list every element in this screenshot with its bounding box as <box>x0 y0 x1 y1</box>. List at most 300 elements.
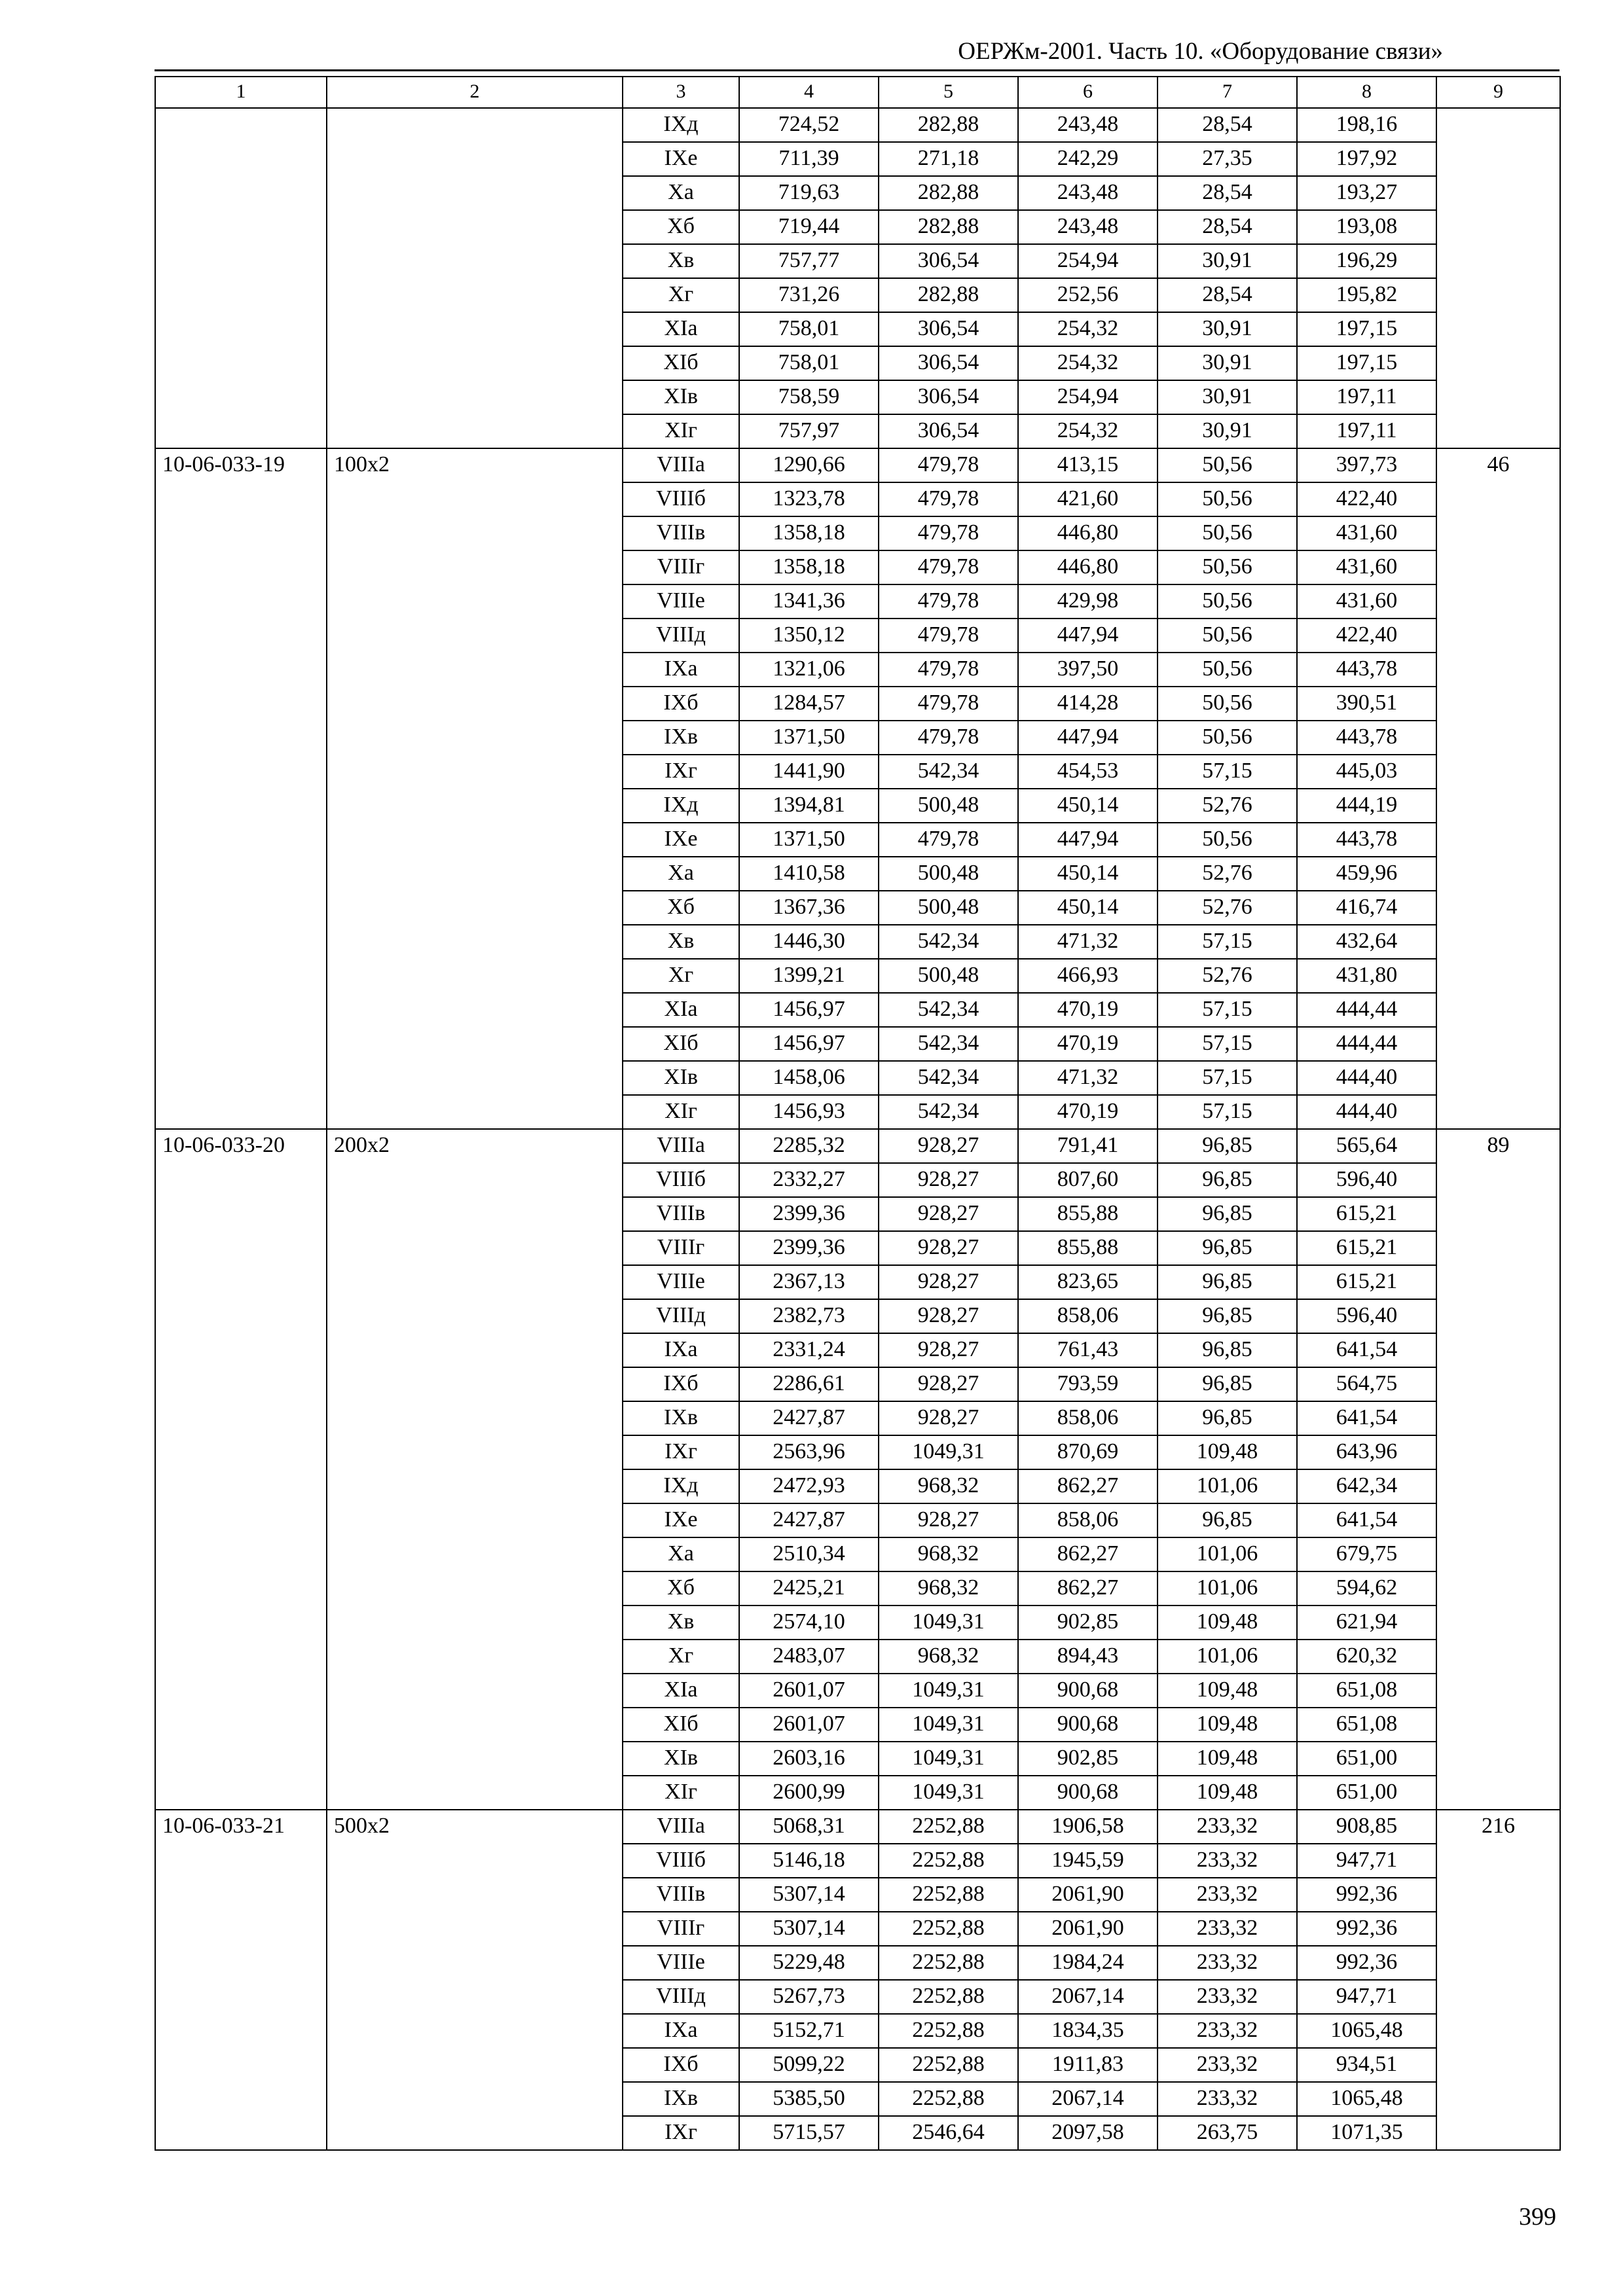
value-cell: 934,51 <box>1297 2048 1436 2082</box>
value-cell: 2097,58 <box>1018 2116 1158 2150</box>
zone-cell: Xб <box>623 891 739 925</box>
value-cell: 679,75 <box>1297 1537 1436 1571</box>
value-cell: 50,56 <box>1158 516 1297 550</box>
column-number: 1 <box>155 77 327 108</box>
value-cell: 711,39 <box>739 142 879 176</box>
value-cell: 992,36 <box>1297 1878 1436 1912</box>
value-cell: 5715,57 <box>739 2116 879 2150</box>
value-cell: 454,53 <box>1018 755 1158 789</box>
value-cell: 57,15 <box>1158 755 1297 789</box>
value-cell: 928,27 <box>879 1129 1018 1163</box>
value-cell: 1049,31 <box>879 1674 1018 1708</box>
value-cell: 445,03 <box>1297 755 1436 789</box>
value-cell: 928,27 <box>879 1333 1018 1367</box>
value-cell: 1945,59 <box>1018 1844 1158 1878</box>
zone-cell: Xб <box>623 210 739 244</box>
value-cell: 282,88 <box>879 210 1018 244</box>
value-cell: 641,54 <box>1297 1401 1436 1435</box>
value-cell: 254,94 <box>1018 380 1158 414</box>
value-cell: 1456,97 <box>739 1027 879 1061</box>
value-cell: 109,48 <box>1158 1708 1297 1742</box>
value-cell: 858,06 <box>1018 1299 1158 1333</box>
table-row <box>155 1810 1560 1844</box>
value-cell: 1984,24 <box>1018 1946 1158 1980</box>
value-cell: 615,21 <box>1297 1265 1436 1299</box>
value-cell: 1049,31 <box>879 1605 1018 1640</box>
value-cell: 855,88 <box>1018 1231 1158 1265</box>
zone-cell: VIIIа <box>623 448 739 482</box>
value-cell: 96,85 <box>1158 1163 1297 1197</box>
value-cell: 52,76 <box>1158 959 1297 993</box>
value-cell: 928,27 <box>879 1299 1018 1333</box>
zone-cell: XIв <box>623 1742 739 1776</box>
value-cell: 2399,36 <box>739 1197 879 1231</box>
size-cell: 100x2 <box>327 448 623 1129</box>
value-cell: 1456,97 <box>739 993 879 1027</box>
value-cell: 968,32 <box>879 1469 1018 1503</box>
value-cell: 902,85 <box>1018 1742 1158 1776</box>
column-number-row <box>155 77 1560 108</box>
zone-cell: XIв <box>623 1061 739 1095</box>
value-cell: 2425,21 <box>739 1571 879 1605</box>
zone-cell: IXд <box>623 108 739 142</box>
column-number: 7 <box>1158 77 1297 108</box>
value-cell: 479,78 <box>879 653 1018 687</box>
value-cell: 96,85 <box>1158 1401 1297 1435</box>
rate-code-cell: 10-06-033-19 <box>155 448 327 1129</box>
rate-code-cell <box>155 108 327 448</box>
value-cell: 641,54 <box>1297 1333 1436 1367</box>
value-cell: 431,60 <box>1297 516 1436 550</box>
zone-cell: VIIIб <box>623 1844 739 1878</box>
value-cell: 28,54 <box>1158 210 1297 244</box>
value-cell: 2061,90 <box>1018 1912 1158 1946</box>
rate-code-cell: 10-06-033-21 <box>155 1810 327 2150</box>
value-cell: 565,64 <box>1297 1129 1436 1163</box>
size-cell <box>327 108 623 448</box>
value-cell: 2601,07 <box>739 1674 879 1708</box>
value-cell: 470,19 <box>1018 993 1158 1027</box>
value-cell: 233,32 <box>1158 2048 1297 2082</box>
value-cell: 2601,07 <box>739 1708 879 1742</box>
rate-code-cell: 10-06-033-20 <box>155 1129 327 1810</box>
zone-cell: IXб <box>623 1367 739 1401</box>
value-cell: 928,27 <box>879 1503 1018 1537</box>
zone-cell: Xг <box>623 1640 739 1674</box>
value-cell: 2574,10 <box>739 1605 879 1640</box>
zone-cell: IXв <box>623 2082 739 2116</box>
value-cell: 651,08 <box>1297 1674 1436 1708</box>
value-cell: 992,36 <box>1297 1946 1436 1980</box>
value-cell: 2285,32 <box>739 1129 879 1163</box>
zone-cell: XIб <box>623 346 739 380</box>
value-cell: 757,97 <box>739 414 879 448</box>
value-cell: 450,14 <box>1018 891 1158 925</box>
zone-cell: Xв <box>623 1605 739 1640</box>
value-cell: 1458,06 <box>739 1061 879 1095</box>
value-cell: 900,68 <box>1018 1708 1158 1742</box>
value-cell: 254,32 <box>1018 312 1158 346</box>
value-cell: 52,76 <box>1158 789 1297 823</box>
value-cell: 197,15 <box>1297 346 1436 380</box>
value-cell: 195,82 <box>1297 278 1436 312</box>
value-cell: 2061,90 <box>1018 1878 1158 1912</box>
value-cell: 928,27 <box>879 1367 1018 1401</box>
column-number: 9 <box>1436 77 1560 108</box>
value-cell: 1071,35 <box>1297 2116 1436 2150</box>
value-cell: 243,48 <box>1018 176 1158 210</box>
zone-cell: IXв <box>623 721 739 755</box>
table-row <box>155 1129 1560 1163</box>
value-cell: 719,44 <box>739 210 879 244</box>
value-cell: 1394,81 <box>739 789 879 823</box>
value-cell: 466,93 <box>1018 959 1158 993</box>
value-cell: 50,56 <box>1158 550 1297 584</box>
value-cell: 2067,14 <box>1018 1980 1158 2014</box>
value-cell: 197,11 <box>1297 380 1436 414</box>
value-cell: 444,40 <box>1297 1095 1436 1129</box>
value-cell: 28,54 <box>1158 176 1297 210</box>
value-cell: 2332,27 <box>739 1163 879 1197</box>
value-cell: 5146,18 <box>739 1844 879 1878</box>
size-cell: 500x2 <box>327 1810 623 2150</box>
value-cell: 263,75 <box>1158 2116 1297 2150</box>
value-cell: 2067,14 <box>1018 2082 1158 2116</box>
value-cell: 30,91 <box>1158 244 1297 278</box>
value-cell: 96,85 <box>1158 1129 1297 1163</box>
value-cell: 1371,50 <box>739 823 879 857</box>
value-cell: 101,06 <box>1158 1571 1297 1605</box>
value-cell: 2286,61 <box>739 1367 879 1401</box>
value-cell: 422,40 <box>1297 619 1436 653</box>
zone-cell: XIа <box>623 1674 739 1708</box>
value-cell: 564,75 <box>1297 1367 1436 1401</box>
value-cell: 50,56 <box>1158 482 1297 516</box>
value-cell: 57,15 <box>1158 993 1297 1027</box>
value-cell: 2472,93 <box>739 1469 879 1503</box>
zone-cell: IXб <box>623 687 739 721</box>
value-cell: 306,54 <box>879 244 1018 278</box>
header-rule <box>155 69 1559 71</box>
value-cell: 500,48 <box>879 959 1018 993</box>
table-row <box>155 108 1560 142</box>
zone-cell: Xб <box>623 1571 739 1605</box>
value-cell: 432,64 <box>1297 925 1436 959</box>
value-cell: 1911,83 <box>1018 2048 1158 2082</box>
value-cell: 791,41 <box>1018 1129 1158 1163</box>
value-cell: 101,06 <box>1158 1469 1297 1503</box>
zone-cell: IXг <box>623 2116 739 2150</box>
value-cell: 96,85 <box>1158 1333 1297 1367</box>
value-cell: 596,40 <box>1297 1163 1436 1197</box>
value-cell: 109,48 <box>1158 1435 1297 1469</box>
value-cell: 862,27 <box>1018 1469 1158 1503</box>
column-number: 3 <box>623 77 739 108</box>
value-cell: 390,51 <box>1297 687 1436 721</box>
value-cell: 823,65 <box>1018 1265 1158 1299</box>
value-cell: 731,26 <box>739 278 879 312</box>
zone-cell: VIIIв <box>623 516 739 550</box>
value-cell: 429,98 <box>1018 584 1158 619</box>
running-header <box>155 37 1443 67</box>
value-cell: 193,27 <box>1297 176 1436 210</box>
value-cell: 198,16 <box>1297 108 1436 142</box>
zone-cell: XIг <box>623 1776 739 1810</box>
value-cell: 2603,16 <box>739 1742 879 1776</box>
zone-cell: Xа <box>623 1537 739 1571</box>
value-cell: 651,08 <box>1297 1708 1436 1742</box>
value-cell: 50,56 <box>1158 584 1297 619</box>
value-cell: 894,43 <box>1018 1640 1158 1674</box>
value-cell: 431,60 <box>1297 584 1436 619</box>
value-cell: 968,32 <box>879 1571 1018 1605</box>
value-cell: 197,15 <box>1297 312 1436 346</box>
value-cell: 196,29 <box>1297 244 1436 278</box>
value-cell: 858,06 <box>1018 1503 1158 1537</box>
value-cell: 615,21 <box>1297 1231 1436 1265</box>
value-cell: 542,34 <box>879 1095 1018 1129</box>
value-cell: 862,27 <box>1018 1537 1158 1571</box>
value-cell: 2600,99 <box>739 1776 879 1810</box>
value-cell: 500,48 <box>879 857 1018 891</box>
value-cell: 233,32 <box>1158 1810 1297 1844</box>
value-cell: 282,88 <box>879 108 1018 142</box>
value-cell: 271,18 <box>879 142 1018 176</box>
value-cell: 52,76 <box>1158 891 1297 925</box>
value-cell: 1049,31 <box>879 1708 1018 1742</box>
zone-cell: IXе <box>623 142 739 176</box>
value-cell: 1049,31 <box>879 1776 1018 1810</box>
value-cell: 2546,64 <box>879 2116 1018 2150</box>
value-cell: 2563,96 <box>739 1435 879 1469</box>
value-cell: 50,56 <box>1158 448 1297 482</box>
value-cell: 52,76 <box>1158 857 1297 891</box>
value-cell: 193,08 <box>1297 210 1436 244</box>
value-cell: 197,11 <box>1297 414 1436 448</box>
value-cell: 57,15 <box>1158 1095 1297 1129</box>
value-cell: 421,60 <box>1018 482 1158 516</box>
zone-cell: XIг <box>623 414 739 448</box>
zone-cell: XIа <box>623 312 739 346</box>
value-cell: 651,00 <box>1297 1742 1436 1776</box>
column-9-cell: 89 <box>1436 1129 1560 1810</box>
zone-cell: VIIIв <box>623 1878 739 1912</box>
value-cell: 758,01 <box>739 346 879 380</box>
zone-cell: Xг <box>623 278 739 312</box>
zone-cell: VIIIв <box>623 1197 739 1231</box>
value-cell: 758,59 <box>739 380 879 414</box>
zone-cell: VIIIг <box>623 550 739 584</box>
zone-cell: VIIIб <box>623 1163 739 1197</box>
value-cell: 928,27 <box>879 1265 1018 1299</box>
zone-cell: VIIIг <box>623 1231 739 1265</box>
value-cell: 5267,73 <box>739 1980 879 2014</box>
value-cell: 724,52 <box>739 108 879 142</box>
value-cell: 621,94 <box>1297 1605 1436 1640</box>
value-cell: 2427,87 <box>739 1401 879 1435</box>
zone-cell: XIа <box>623 993 739 1027</box>
value-cell: 233,32 <box>1158 1878 1297 1912</box>
value-cell: 50,56 <box>1158 687 1297 721</box>
value-cell: 858,06 <box>1018 1401 1158 1435</box>
value-cell: 28,54 <box>1158 278 1297 312</box>
value-cell: 870,69 <box>1018 1435 1158 1469</box>
value-cell: 443,78 <box>1297 823 1436 857</box>
value-cell: 2252,88 <box>879 1980 1018 2014</box>
value-cell: 96,85 <box>1158 1299 1297 1333</box>
value-cell: 422,40 <box>1297 482 1436 516</box>
value-cell: 855,88 <box>1018 1197 1158 1231</box>
zone-cell: IXг <box>623 755 739 789</box>
value-cell: 1284,57 <box>739 687 879 721</box>
value-cell: 757,77 <box>739 244 879 278</box>
value-cell: 2252,88 <box>879 2014 1018 2048</box>
value-cell: 282,88 <box>879 176 1018 210</box>
value-cell: 5068,31 <box>739 1810 879 1844</box>
column-number: 8 <box>1297 77 1436 108</box>
value-cell: 30,91 <box>1158 380 1297 414</box>
zone-cell: VIIIе <box>623 1265 739 1299</box>
value-cell: 306,54 <box>879 346 1018 380</box>
value-cell: 243,48 <box>1018 210 1158 244</box>
value-cell: 719,63 <box>739 176 879 210</box>
value-cell: 793,59 <box>1018 1367 1158 1401</box>
value-cell: 470,19 <box>1018 1095 1158 1129</box>
value-cell: 252,56 <box>1018 278 1158 312</box>
table-body <box>155 108 1560 2150</box>
value-cell: 57,15 <box>1158 1027 1297 1061</box>
value-cell: 233,32 <box>1158 1912 1297 1946</box>
column-number: 6 <box>1018 77 1158 108</box>
zone-cell: XIв <box>623 380 739 414</box>
value-cell: 1065,48 <box>1297 2082 1436 2116</box>
value-cell: 96,85 <box>1158 1503 1297 1537</box>
value-cell: 50,56 <box>1158 653 1297 687</box>
value-cell: 1456,93 <box>739 1095 879 1129</box>
value-cell: 242,29 <box>1018 142 1158 176</box>
value-cell: 615,21 <box>1297 1197 1436 1231</box>
value-cell: 109,48 <box>1158 1605 1297 1640</box>
column-9-cell: 216 <box>1436 1810 1560 2150</box>
zone-cell: VIIIг <box>623 1912 739 1946</box>
value-cell: 5099,22 <box>739 2048 879 2082</box>
value-cell: 642,34 <box>1297 1469 1436 1503</box>
zone-cell: VIIIе <box>623 1946 739 1980</box>
value-cell: 900,68 <box>1018 1674 1158 1708</box>
value-cell: 641,54 <box>1297 1503 1436 1537</box>
value-cell: 471,32 <box>1018 1061 1158 1095</box>
value-cell: 1049,31 <box>879 1435 1018 1469</box>
value-cell: 947,71 <box>1297 1844 1436 1878</box>
value-cell: 928,27 <box>879 1163 1018 1197</box>
value-cell: 2252,88 <box>879 2082 1018 2116</box>
value-cell: 109,48 <box>1158 1742 1297 1776</box>
zone-cell: IXа <box>623 2014 739 2048</box>
value-cell: 233,32 <box>1158 2014 1297 2048</box>
zone-cell: XIб <box>623 1708 739 1742</box>
value-cell: 928,27 <box>879 1231 1018 1265</box>
value-cell: 233,32 <box>1158 1980 1297 2014</box>
value-cell: 902,85 <box>1018 1605 1158 1640</box>
value-cell: 542,34 <box>879 993 1018 1027</box>
value-cell: 2252,88 <box>879 1946 1018 1980</box>
value-cell: 5307,14 <box>739 1912 879 1946</box>
value-cell: 5152,71 <box>739 2014 879 2048</box>
value-cell: 928,27 <box>879 1401 1018 1435</box>
value-cell: 479,78 <box>879 448 1018 482</box>
zone-cell: IXа <box>623 653 739 687</box>
value-cell: 96,85 <box>1158 1367 1297 1401</box>
value-cell: 447,94 <box>1018 619 1158 653</box>
value-cell: 233,32 <box>1158 2082 1297 2116</box>
zone-cell: IXе <box>623 1503 739 1537</box>
value-cell: 542,34 <box>879 1061 1018 1095</box>
value-cell: 416,74 <box>1297 891 1436 925</box>
value-cell: 1049,31 <box>879 1742 1018 1776</box>
value-cell: 446,80 <box>1018 516 1158 550</box>
value-cell: 479,78 <box>879 482 1018 516</box>
zone-cell: Xв <box>623 925 739 959</box>
value-cell: 2252,88 <box>879 1810 1018 1844</box>
value-cell: 447,94 <box>1018 721 1158 755</box>
zone-cell: Xа <box>623 857 739 891</box>
value-cell: 908,85 <box>1297 1810 1436 1844</box>
zone-cell: IXв <box>623 1401 739 1435</box>
value-cell: 96,85 <box>1158 1231 1297 1265</box>
value-cell: 243,48 <box>1018 108 1158 142</box>
value-cell: 27,35 <box>1158 142 1297 176</box>
value-cell: 1358,18 <box>739 516 879 550</box>
value-cell: 542,34 <box>879 925 1018 959</box>
zone-cell: IXд <box>623 789 739 823</box>
value-cell: 479,78 <box>879 721 1018 755</box>
zone-cell: VIIIа <box>623 1810 739 1844</box>
value-cell: 470,19 <box>1018 1027 1158 1061</box>
value-cell: 1341,36 <box>739 584 879 619</box>
value-cell: 900,68 <box>1018 1776 1158 1810</box>
value-cell: 109,48 <box>1158 1674 1297 1708</box>
value-cell: 1906,58 <box>1018 1810 1158 1844</box>
value-cell: 1446,30 <box>739 925 879 959</box>
value-cell: 500,48 <box>879 891 1018 925</box>
value-cell: 413,15 <box>1018 448 1158 482</box>
value-cell: 444,44 <box>1297 1027 1436 1061</box>
zone-cell: VIIIа <box>623 1129 739 1163</box>
value-cell: 450,14 <box>1018 789 1158 823</box>
value-cell: 542,34 <box>879 1027 1018 1061</box>
value-cell: 28,54 <box>1158 108 1297 142</box>
value-cell: 479,78 <box>879 823 1018 857</box>
zone-cell: VIIIд <box>623 1299 739 1333</box>
zone-cell: VIIIд <box>623 1980 739 2014</box>
value-cell: 50,56 <box>1158 823 1297 857</box>
value-cell: 1350,12 <box>739 619 879 653</box>
value-cell: 807,60 <box>1018 1163 1158 1197</box>
value-cell: 2483,07 <box>739 1640 879 1674</box>
value-cell: 542,34 <box>879 755 1018 789</box>
value-cell: 594,62 <box>1297 1571 1436 1605</box>
value-cell: 500,48 <box>879 789 1018 823</box>
value-cell: 414,28 <box>1018 687 1158 721</box>
zone-cell: IXа <box>623 1333 739 1367</box>
zone-cell: Xа <box>623 176 739 210</box>
value-cell: 2399,36 <box>739 1231 879 1265</box>
column-number: 4 <box>739 77 879 108</box>
value-cell: 57,15 <box>1158 1061 1297 1095</box>
value-cell: 282,88 <box>879 278 1018 312</box>
value-cell: 443,78 <box>1297 721 1436 755</box>
value-cell: 397,50 <box>1018 653 1158 687</box>
